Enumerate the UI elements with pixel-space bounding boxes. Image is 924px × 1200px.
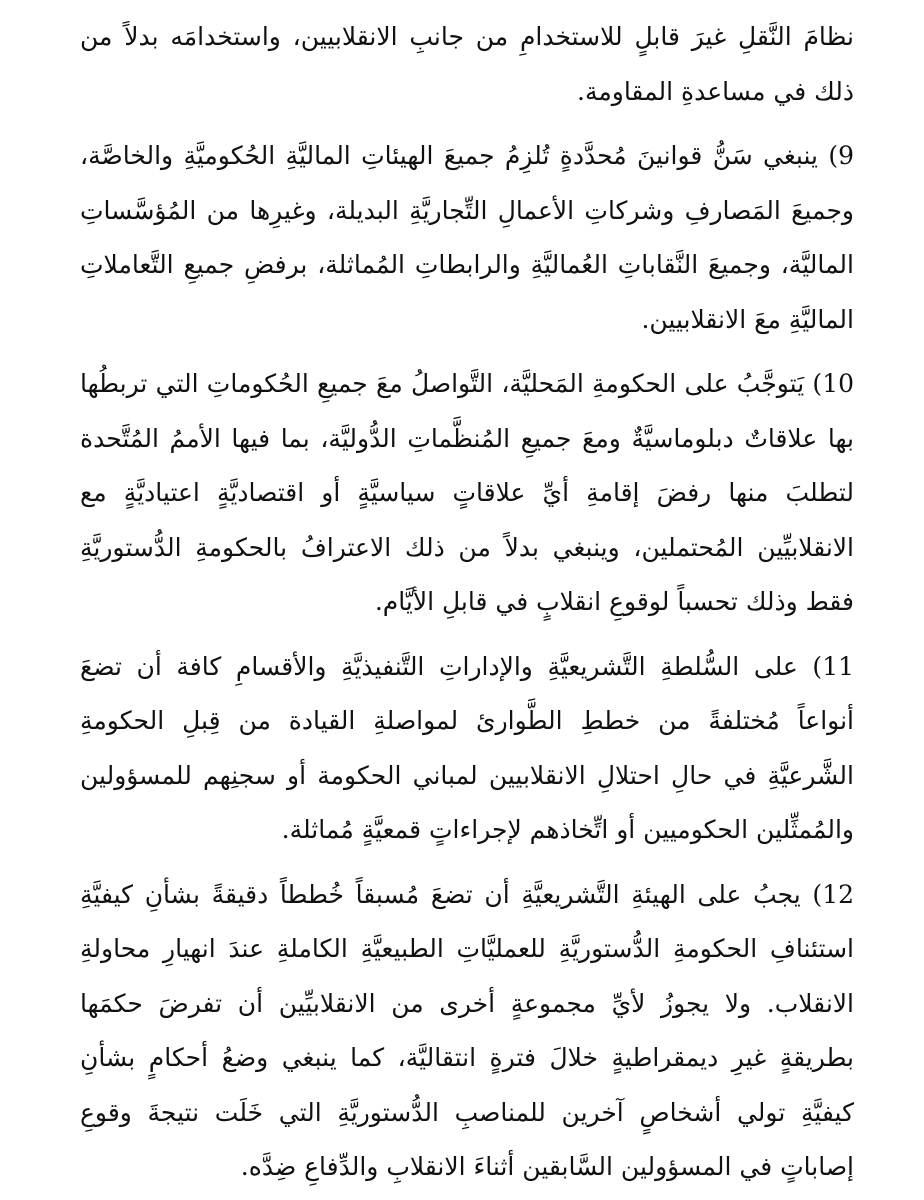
paragraph-item-11: 11) على السُّلطةِ التَّشريعيَّةِ والإداراتِ التَّنفيذيَّةِ والأقسامِ كافة أن تضعَ أنواعاً مُختلفةً من خططِ الطَّوارئ لمواصلةِ القيادة من قِبلِ الحكومةِ الشَّرعيَّةِ في حالِ احتلالِ الانقلابيين لمباني الحكومة أو سجنِهم للمسؤولين والمُمثِّلين الحكوميين أو اتِّخاذهم لإجراءاتٍ قمعيَّةٍ مُماثلة. [80,651,854,844]
paragraph-item-10: 10) يَتوجَّبُ على الحكومةِ المَحليَّة، التَّواصلُ معَ جميعِ الحُكوماتِ التي تربطُها بها علاقاتٌ دبلوماسيَّةٌ ومعَ جميعِ المُنظَّماتِ الدُّوليَّة، بما فيها الأممُ المُتَّحدة لتطلبَ منها رفضَ إقامةِ أيِّ علاقاتٍ سياسيَّةٍ أو اقتصاديَّةٍ اعتياديَّةٍ مع الانقلابيِّين المُحتملين، وينبغي بدلاً من ذلك الاعترافُ بالحكومةِ الدُّستوريَّةِ فقط وذلك تحسباً لوقوعِ انقلابٍ في قابلِ الأيَّام. [80,369,854,616]
paragraph-item-9: 9) ينبغي سَنُّ قوانينَ مُحدَّدةٍ تُلزِمُ جميعَ الهيئاتِ الماليَّةِ الحُكوميَّةِ والخاصَّة، وجميعَ المَصارفِ وشركاتِ الأعمالِ التِّجاريَّةِ البديلة، وغيرِها من المُؤسَّساتِ الماليَّة، وجميعَ النَّقاباتِ العُماليَّةِ والرابطاتِ المُماثلة، برفضِ جميعِ التَّعاملاتِ الماليَّةِ معَ الانقلابيين. [80,141,854,334]
paragraph-item-12: 12) يجبُ على الهيئةِ التَّشريعيَّةِ أن تضعَ مُسبقاً خُططاً دقيقةً بشأنِ كيفيَّةِ استئنافِ الحكومةِ الدُّستوريَّةِ للعمليَّاتِ الطبيعيَّةِ الكاملةِ عندَ انهيارِ محاولةِ الانقلاب. ولا يجوزُ لأيِّ مجموعةٍ أخرى من الانقلابيِّين أن تفرضَ حكمَها بطريقةٍ غيرِ ديمقراطيةٍ خلالَ فترةٍ انتقاليَّة، كما ينبغي وضعُ أحكامٍ بشأنِ كيفيَّةِ تولي أشخاصٍ آخرين للمناصبِ الدُّستوريَّةِ التي خَلَت نتيجةَ وقوعِ إصاباتٍ في المسؤولين السَّابقين أثناءَ الانقلابِ والدِّفاعِ ضِدَّه. [80,879,854,1181]
paragraph-continuation: نظامَ النَّقلِ غيرَ قابلٍ للاستخدامِ من جانبِ الانقلابيين، واستخدامَه بدلاً من ذلك في مساعدةِ المقاومة. [80,22,854,106]
